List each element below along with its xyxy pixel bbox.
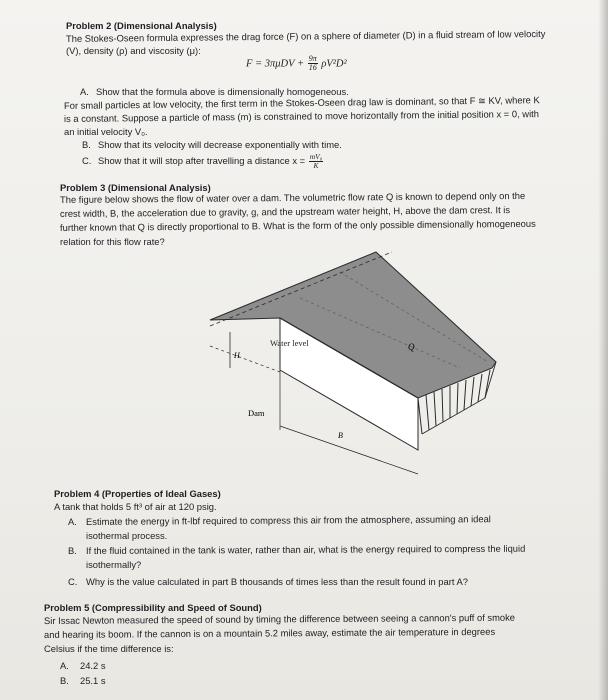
- problem3-line3: further known that Q is directly proportional to B. What is the form of the only possible dimensionally homogeneous: [59, 217, 536, 233]
- problem4-part-a-line2: isothermal process.: [86, 530, 168, 541]
- formula-frac-num: 9π: [308, 54, 317, 63]
- stokes-oseen-formula: [246, 55, 347, 73]
- problem5-line1: Sir Issac Newton measured the speed of sound by timing the difference between seeing a cannon's puff of smoke: [43, 611, 516, 626]
- problem2-intro-line2: (V), density (ρ) and viscosity (μ):: [66, 45, 201, 56]
- distance-fraction: [309, 153, 324, 170]
- problem4-heading: Problem 4 (Properties of Ideal Gases): [54, 488, 221, 499]
- problem2-part-b-label: B.: [82, 139, 91, 150]
- distance-frac-num: mV₀: [309, 152, 323, 161]
- problem2-body-line2: is a constant. Suppose a particle of mass (m) is constrained to move horizontally from the initial position x = 0, with: [63, 108, 539, 124]
- h-dimension-dash: [210, 346, 280, 372]
- problem5-option-a-label: A.: [60, 660, 69, 671]
- problem4-part-a-line1: Estimate the energy in ft-lbf required to compress this air from the atmosphere, assuming an ideal: [85, 513, 491, 527]
- problem5-line2: and hearing its boom. If the cannon is on a mountain 5.2 miles away, estimate the air temperature in degrees: [43, 625, 496, 640]
- problem2-body-line1: For small particles at low velocity, the first term in the Stokes-Oseen drag law is dominant, so that F ≅ KV, where K: [63, 94, 540, 111]
- problem4-part-c-label: C.: [68, 576, 78, 587]
- formula-frac-den: 16: [308, 63, 317, 73]
- formula-right: ρV²D²: [321, 58, 347, 70]
- problem3-line1: The figure below shows the flow of water over a dam. The volumetric flow rate Q is known to depend only on the: [59, 189, 526, 205]
- problem3-line2: crest width, B, the acceleration due to gravity, g, and the upstream water height, H, above the dam crest. It is: [59, 204, 511, 219]
- problem5-option-a: 24.2 s: [80, 660, 106, 671]
- problem2-heading: Problem 2 (Dimensional Analysis): [66, 20, 217, 31]
- problem4-part-b-label: B.: [68, 545, 77, 556]
- problem2-part-c-text: Show that it will stop after travelling a distance x =: [98, 154, 306, 166]
- problem2-part-b: Show that its velocity will decrease exponentially with time.: [98, 139, 342, 150]
- problem2-part-c: [98, 153, 324, 170]
- problem4-intro: A tank that holds 5 ft³ of air at 120 psig.: [54, 501, 217, 512]
- problem5-heading: Problem 5 (Compressibility and Speed of Sound): [44, 602, 262, 613]
- problem2-part-a: Show that the formula above is dimensionally homogeneous.: [96, 86, 349, 97]
- problem2-part-c-label: C.: [82, 155, 92, 166]
- problem5-option-b-label: B.: [60, 675, 69, 686]
- problem5-option-b: 25.1 s: [80, 675, 106, 686]
- problem2-intro-line1: The Stokes-Oseen formula expresses the drag force (F) on a sphere of diameter (D) in a fluid stream of low velocity: [65, 27, 546, 44]
- problem3-heading: Problem 3 (Dimensional Analysis): [60, 182, 211, 193]
- page-edge-shadow: [598, 0, 608, 700]
- problem4-part-c: Why is the value calculated in part B thousands of times less than the result found in part A?: [86, 576, 468, 587]
- problem2-part-a-label: A.: [80, 86, 89, 97]
- water-level-label: Water level: [270, 338, 309, 348]
- h-label: H: [234, 351, 240, 360]
- problem2-body-line3: an initial velocity V₀.: [64, 126, 148, 137]
- dam-flow-figure: [170, 250, 520, 475]
- distance-frac-den: K: [313, 160, 319, 170]
- q-label: Q: [408, 342, 415, 352]
- problem4-part-a-label: A.: [68, 516, 77, 527]
- problem4-part-b-line2: isothermally?: [86, 559, 142, 570]
- dam-label: Dam: [248, 408, 265, 418]
- problem5-line3: Celsius if the time difference is:: [44, 643, 174, 654]
- b-label: B: [338, 431, 343, 440]
- formula-left: F = 3πμDV +: [246, 58, 305, 70]
- problem4-part-b-line1: If the fluid contained in the tank is water, rather than air, what is the energy required to compress the liquid: [85, 542, 526, 556]
- formula-fraction: [308, 55, 318, 73]
- problem3-line4: relation for this flow rate?: [60, 236, 165, 247]
